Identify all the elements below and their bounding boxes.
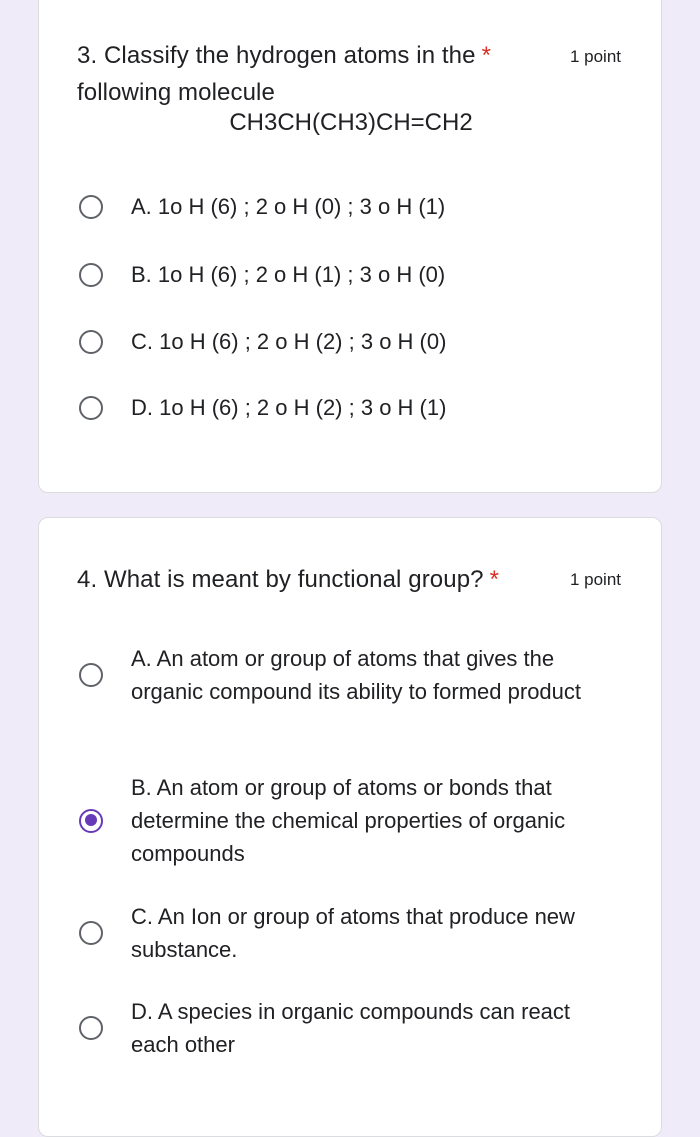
radio-button[interactable] <box>79 330 103 354</box>
required-asterisk: * <box>489 566 500 593</box>
question-title-line2: following molecule <box>77 79 275 106</box>
molecule-formula: CH3CH(CH3)CH=CH2 <box>229 109 473 136</box>
radio-button[interactable] <box>79 195 103 219</box>
question-title <box>77 37 547 111</box>
option-label: D. A species in organic compounds can react each other <box>131 999 571 1057</box>
question-title-text: 4. What is meant by functional group? <box>77 566 484 593</box>
option-label: A. 1o H (6) ; 2 o H (0) ; 3 o H (1) <box>131 194 446 219</box>
option-label: D. 1o H (6) ; 2 o H (2) ; 3 o H (1) <box>131 395 447 420</box>
radio-button[interactable] <box>79 396 103 420</box>
option-label: B. 1o H (6) ; 2 o H (1) ; 3 o H (0) <box>131 262 446 287</box>
points-label: 1 point <box>569 47 621 66</box>
option-a[interactable] <box>79 642 591 708</box>
required-asterisk: * <box>481 42 492 69</box>
question-title-line1: 3. Classify the hydrogen atoms in the <box>77 42 476 69</box>
option-label: C. An Ion or group of atoms that produce new substance. <box>131 904 575 962</box>
question-title <box>77 561 577 598</box>
option-c[interactable] <box>79 325 591 358</box>
radio-button[interactable] <box>79 1016 103 1040</box>
radio-button[interactable] <box>79 921 103 945</box>
option-b[interactable] <box>79 258 591 291</box>
option-c[interactable] <box>79 900 591 966</box>
question-card-3 <box>38 0 662 493</box>
radio-button[interactable] <box>79 663 103 687</box>
option-d[interactable] <box>79 995 591 1061</box>
points-label: 1 point <box>569 570 621 589</box>
option-label: C. 1o H (6) ; 2 o H (2) ; 3 o H (0) <box>131 329 447 354</box>
radio-button[interactable] <box>79 263 103 287</box>
option-d[interactable] <box>79 391 591 424</box>
option-label: B. An atom or group of atoms or bonds that determine the chemical properties of organic compounds <box>131 775 566 866</box>
radio-button-selected[interactable] <box>79 809 103 833</box>
option-b[interactable] <box>79 771 591 870</box>
question-card-4 <box>38 517 662 1137</box>
option-a[interactable] <box>79 190 591 223</box>
option-label: A. An atom or group of atoms that gives the organic compound its ability to formed product <box>131 646 582 704</box>
